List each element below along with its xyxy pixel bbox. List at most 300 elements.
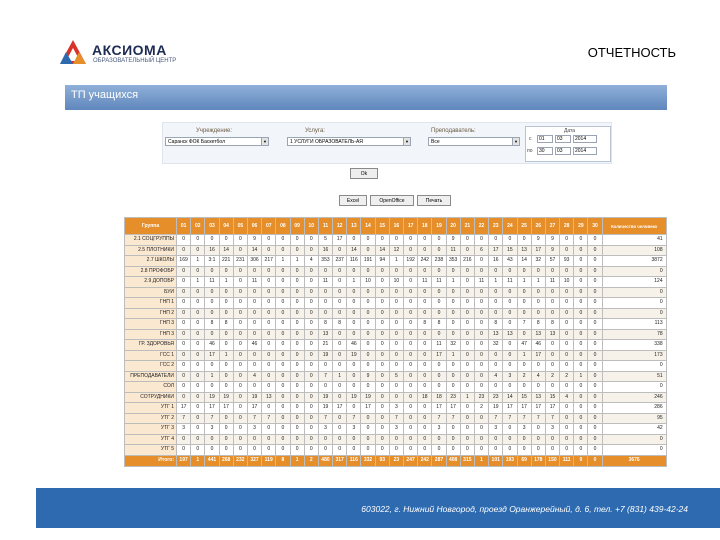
table-cell: 19 [318, 392, 332, 403]
row-total: 41 [602, 235, 666, 246]
column-header-day: 02 [191, 218, 205, 235]
table-cell: 0 [276, 350, 290, 361]
print-button[interactable]: Печать [417, 195, 451, 206]
table-cell: 0 [432, 361, 446, 372]
table-cell: 0 [574, 413, 588, 424]
table-cell: 0 [318, 445, 332, 456]
table-cell: 0 [177, 287, 191, 298]
table-cell: 17 [531, 350, 545, 361]
table-cell: 0 [361, 424, 375, 435]
table-cell: 0 [219, 434, 233, 445]
table-row [125, 361, 667, 372]
table-cell: 0 [247, 350, 261, 361]
table-cell: 0 [460, 319, 474, 330]
table-cell: 0 [474, 371, 488, 382]
table-cell: 0 [418, 382, 432, 393]
table-cell: 0 [191, 266, 205, 277]
table-cell: 19 [318, 350, 332, 361]
table-cell: 0 [233, 424, 247, 435]
totals-cell: 268 [219, 455, 233, 466]
window-title: ТП учащихся [65, 85, 667, 110]
table-cell: 0 [517, 361, 531, 372]
table-cell: 0 [375, 434, 389, 445]
table-cell: 0 [290, 371, 304, 382]
table-cell: 57 [545, 256, 559, 267]
table-row [125, 424, 667, 435]
table-cell: 0 [304, 413, 318, 424]
table-cell: 0 [304, 287, 318, 298]
table-cell: 23 [446, 392, 460, 403]
row-group-name: УТГ 3 [125, 424, 177, 435]
to-month-input[interactable]: 03 [555, 147, 571, 155]
institution-select[interactable] [165, 137, 269, 146]
table-cell: 0 [233, 350, 247, 361]
table-cell: 13 [531, 329, 545, 340]
table-cell: 17 [361, 403, 375, 414]
column-header-day: 27 [545, 218, 559, 235]
table-cell: 8 [489, 319, 503, 330]
period-label: Дата [564, 128, 576, 134]
table-cell: 0 [517, 329, 531, 340]
row-group-name: 2.1 СОЦГРУППЫ [125, 235, 177, 246]
table-cell: 0 [446, 319, 460, 330]
table-cell: 0 [404, 424, 418, 435]
table-cell: 0 [233, 392, 247, 403]
table-cell: 0 [318, 434, 332, 445]
table-cell: 0 [418, 361, 432, 372]
column-header-day: 17 [404, 218, 418, 235]
table-cell: 3 [247, 424, 261, 435]
totals-cell: 480 [318, 455, 332, 466]
table-cell: 17 [531, 245, 545, 256]
table-cell: 16 [205, 245, 219, 256]
table-cell: 0 [304, 245, 318, 256]
row-group-name: БУИ [125, 287, 177, 298]
table-cell: 0 [177, 340, 191, 351]
table-cell: 0 [574, 277, 588, 288]
column-header-day: 15 [375, 218, 389, 235]
table-row [125, 266, 667, 277]
table-cell: 0 [233, 298, 247, 309]
table-cell: 0 [233, 340, 247, 351]
table-cell: 10 [389, 277, 403, 288]
row-total: 338 [602, 340, 666, 351]
table-cell: 0 [290, 361, 304, 372]
table-cell: 216 [460, 256, 474, 267]
table-cell: 0 [276, 445, 290, 456]
table-cell: 0 [574, 266, 588, 277]
table-cell: 0 [262, 266, 276, 277]
totals-cell: 332 [361, 455, 375, 466]
logo-triangle-icon [58, 38, 88, 68]
table-cell: 17 [432, 350, 446, 361]
row-total: 51 [602, 371, 666, 382]
table-cell: 0 [531, 361, 545, 372]
to-year-input[interactable]: 2014 [573, 147, 597, 155]
table-cell: 0 [474, 434, 488, 445]
table-cell: 0 [531, 382, 545, 393]
table-cell: 7 [389, 413, 403, 424]
table-cell: 0 [489, 434, 503, 445]
table-cell: 0 [191, 382, 205, 393]
table-cell: 0 [233, 308, 247, 319]
table-cell: 0 [574, 445, 588, 456]
table-cell: 1 [219, 277, 233, 288]
table-cell: 0 [545, 434, 559, 445]
table-cell: 0 [375, 382, 389, 393]
table-cell: 0 [375, 235, 389, 246]
excel-button[interactable]: Excel [339, 195, 367, 206]
table-cell: 0 [375, 277, 389, 288]
table-cell: 0 [191, 245, 205, 256]
teacher-label: Преподаватель: [431, 128, 476, 134]
table-cell: 0 [233, 445, 247, 456]
table-cell: 0 [517, 308, 531, 319]
table-cell: 19 [361, 392, 375, 403]
table-cell: 1 [517, 350, 531, 361]
table-cell: 0 [290, 319, 304, 330]
row-group-name: УТГ 4 [125, 434, 177, 445]
table-cell: 0 [404, 319, 418, 330]
table-cell: 0 [247, 329, 261, 340]
table-cell: 0 [262, 403, 276, 414]
table-cell: 0 [276, 413, 290, 424]
table-cell: 0 [177, 350, 191, 361]
from-month-input[interactable]: 03 [555, 135, 571, 143]
table-cell: 0 [361, 413, 375, 424]
table-cell: 0 [205, 298, 219, 309]
table-cell: 0 [446, 298, 460, 309]
table-cell: 0 [460, 382, 474, 393]
table-cell: 3:1 [205, 256, 219, 267]
table-cell: 0 [333, 382, 347, 393]
table-cell: 1 [489, 277, 503, 288]
table-cell: 0 [276, 245, 290, 256]
table-cell: 17 [517, 403, 531, 414]
table-cell: 19 [347, 350, 361, 361]
table-cell: 0 [404, 287, 418, 298]
table-cell: 0 [290, 403, 304, 414]
table-cell: 0 [205, 382, 219, 393]
table-cell: 0 [304, 382, 318, 393]
table-cell: 0 [347, 403, 361, 414]
table-cell: 0 [389, 298, 403, 309]
table-cell: 0 [432, 434, 446, 445]
table-cell: 23 [474, 392, 488, 403]
table-cell: 0 [361, 287, 375, 298]
table-cell: 15 [545, 392, 559, 403]
table-cell: 0 [247, 361, 261, 372]
table-cell: 8 [333, 319, 347, 330]
table-cell: 1 [333, 371, 347, 382]
table-cell: 0 [560, 235, 574, 246]
table-cell: 0 [361, 308, 375, 319]
table-cell: 0 [574, 298, 588, 309]
table-cell: 0 [545, 361, 559, 372]
table-cell: 0 [304, 235, 318, 246]
table-cell: 0 [460, 277, 474, 288]
table-cell: 0 [205, 361, 219, 372]
table-cell: 0 [347, 445, 361, 456]
table-cell: 0 [545, 350, 559, 361]
from-day-input[interactable]: 01 [537, 135, 553, 143]
table-cell: 3 [347, 424, 361, 435]
table-cell: 0 [404, 235, 418, 246]
table-row [125, 277, 667, 288]
table-cell: 0 [233, 277, 247, 288]
table-cell: 0 [404, 340, 418, 351]
totals-cell: 9 [574, 455, 588, 466]
table-cell: 0 [489, 361, 503, 372]
table-cell: 353 [446, 256, 460, 267]
table-cell: 0 [347, 298, 361, 309]
table-cell: 7 [432, 413, 446, 424]
table-cell: 0 [191, 340, 205, 351]
table-cell: 0 [290, 434, 304, 445]
table-cell: 0 [347, 361, 361, 372]
table-cell: 0 [389, 287, 403, 298]
table-cell: 0 [404, 266, 418, 277]
table-cell: 0 [219, 298, 233, 309]
table-cell: 0 [233, 382, 247, 393]
table-cell: 0 [177, 382, 191, 393]
table-cell: 0 [318, 266, 332, 277]
table-cell: 0 [333, 266, 347, 277]
table-cell: 17 [545, 403, 559, 414]
table-cell: 0 [418, 403, 432, 414]
table-cell: 17 [205, 403, 219, 414]
table-cell: 353 [318, 256, 332, 267]
table-cell: 4 [247, 371, 261, 382]
table-cell: 0 [219, 329, 233, 340]
table-cell: 0 [404, 245, 418, 256]
table-cell: 18 [432, 392, 446, 403]
table-cell: 0 [318, 287, 332, 298]
table-cell: 3 [517, 424, 531, 435]
table-cell: 1 [446, 277, 460, 288]
table-cell: 46 [531, 340, 545, 351]
table-cell: 0 [361, 361, 375, 372]
table-cell: 5 [389, 371, 403, 382]
table-cell: 0 [574, 361, 588, 372]
row-total: 246 [602, 392, 666, 403]
table-cell: 0 [177, 445, 191, 456]
table-cell: 0 [347, 308, 361, 319]
table-cell: 7 [318, 371, 332, 382]
table-cell: 8 [418, 319, 432, 330]
table-cell: 0 [588, 245, 602, 256]
table-cell: 0 [531, 424, 545, 435]
table-cell: 0 [262, 235, 276, 246]
table-cell: 0 [574, 350, 588, 361]
row-total: 0 [602, 382, 666, 393]
table-cell: 0 [418, 413, 432, 424]
to-label: по [527, 148, 533, 154]
table-cell: 0 [262, 329, 276, 340]
table-cell: 0 [304, 434, 318, 445]
row-group-name: ГНП 1 [125, 298, 177, 309]
row-group-name: УТГ 2 [125, 413, 177, 424]
table-cell: 0 [233, 287, 247, 298]
row-total: 124 [602, 277, 666, 288]
table-cell: 0 [574, 403, 588, 414]
table-cell: 0 [418, 329, 432, 340]
table-cell: 231 [233, 256, 247, 267]
table-cell: 0 [446, 329, 460, 340]
table-cell: 6 [474, 245, 488, 256]
totals-cell: 1 [474, 455, 488, 466]
table-cell: 0 [588, 445, 602, 456]
table-cell: 7 [517, 413, 531, 424]
table-cell: 0 [588, 329, 602, 340]
table-cell: 0 [474, 350, 488, 361]
service-select[interactable] [287, 137, 411, 146]
openoffice-button[interactable]: OpenOffice [370, 195, 414, 206]
table-cell: 0 [560, 424, 574, 435]
table-cell: 4 [531, 371, 545, 382]
table-cell: 0 [304, 277, 318, 288]
table-cell: 0 [205, 445, 219, 456]
table-cell: 3 [545, 424, 559, 435]
table-cell: 0 [588, 392, 602, 403]
table-cell: 11 [446, 245, 460, 256]
table-cell: 0 [347, 434, 361, 445]
table-cell: 0 [574, 319, 588, 330]
from-year-input[interactable]: 2014 [573, 135, 597, 143]
table-row [125, 392, 667, 403]
table-cell: 0 [333, 392, 347, 403]
table-cell: 0 [304, 371, 318, 382]
table-cell: 0 [375, 392, 389, 403]
table-cell: 0 [404, 403, 418, 414]
row-total: 0 [602, 266, 666, 277]
table-cell: 0 [375, 371, 389, 382]
column-header-day: 23 [489, 218, 503, 235]
table-cell: 0 [531, 287, 545, 298]
filter-panel [162, 122, 612, 164]
table-cell: 0 [560, 403, 574, 414]
table-cell: 0 [474, 319, 488, 330]
table-cell: 0 [262, 371, 276, 382]
teacher-value: Все [431, 139, 440, 145]
table-cell: 0 [276, 424, 290, 435]
table-cell: 217 [262, 256, 276, 267]
table-cell: 2 [560, 371, 574, 382]
table-cell: 0 [262, 319, 276, 330]
table-cell: 0 [304, 350, 318, 361]
table-cell: 0 [219, 340, 233, 351]
table-cell: 0 [460, 371, 474, 382]
totals-cell: 408 [446, 455, 460, 466]
table-cell: 0 [560, 382, 574, 393]
table-cell: 0 [347, 319, 361, 330]
table-cell: 0 [517, 434, 531, 445]
table-cell: 0 [560, 329, 574, 340]
table-cell: 8 [318, 319, 332, 330]
row-total: 42 [602, 424, 666, 435]
table-cell: 0 [191, 445, 205, 456]
table-cell: 9 [545, 245, 559, 256]
to-day-input[interactable]: 30 [537, 147, 553, 155]
table-cell: 0 [375, 413, 389, 424]
column-header-day: 09 [290, 218, 304, 235]
totals-cell: 2 [304, 455, 318, 466]
row-total: 173 [602, 350, 666, 361]
table-cell: 2 [545, 371, 559, 382]
row-total: 0 [602, 298, 666, 309]
row-group-name: 2.5 ПЛОТНИКИ [125, 245, 177, 256]
table-cell: 0 [418, 266, 432, 277]
table-cell: 0 [276, 287, 290, 298]
totals-cell: 1 [290, 455, 304, 466]
table-cell: 0 [432, 298, 446, 309]
table-cell: 32 [489, 340, 503, 351]
column-header-total: Количество человеко [602, 218, 666, 235]
table-cell: 0 [205, 287, 219, 298]
column-header-day: 19 [432, 218, 446, 235]
table-cell: 17 [432, 403, 446, 414]
table-cell: 14 [375, 245, 389, 256]
table-cell: 0 [177, 266, 191, 277]
table-cell: 0 [517, 298, 531, 309]
table-cell: 0 [191, 308, 205, 319]
table-cell: 0 [347, 235, 361, 246]
table-cell: 0 [560, 308, 574, 319]
table-cell: 0 [404, 350, 418, 361]
table-cell: 0 [262, 350, 276, 361]
chevron-down-icon: ▼ [261, 138, 268, 145]
table-row [125, 298, 667, 309]
table-cell: 0 [191, 235, 205, 246]
table-cell: 0 [560, 361, 574, 372]
row-group-name: ГНП 3 [125, 319, 177, 330]
column-header-day: 22 [474, 218, 488, 235]
table-cell: 0 [418, 445, 432, 456]
table-cell: 0 [191, 350, 205, 361]
table-cell: 0 [361, 298, 375, 309]
table-cell: 0 [574, 235, 588, 246]
ok-button[interactable]: Ok [350, 168, 378, 179]
table-cell: 0 [233, 319, 247, 330]
table-cell: 0 [290, 340, 304, 351]
table-cell: 0 [432, 308, 446, 319]
table-row [125, 350, 667, 361]
teacher-select[interactable] [428, 137, 520, 146]
column-header-day: 29 [574, 218, 588, 235]
institution-value: Саранск ФОК Баскетбол [168, 139, 226, 145]
table-cell: 0 [219, 287, 233, 298]
table-row [125, 403, 667, 414]
row-group-name: ГСС 2 [125, 361, 177, 372]
table-cell: 0 [404, 329, 418, 340]
table-cell: 0 [389, 445, 403, 456]
table-cell: 0 [489, 382, 503, 393]
table-cell: 0 [347, 266, 361, 277]
table-cell: 0 [219, 382, 233, 393]
column-header-day: 26 [531, 218, 545, 235]
chevron-down-icon: ▼ [403, 138, 410, 145]
table-cell: 0 [574, 340, 588, 351]
table-cell: 32 [446, 340, 460, 351]
table-cell: 0 [503, 434, 517, 445]
table-cell: 0 [574, 256, 588, 267]
table-cell: 0 [389, 235, 403, 246]
table-cell: 15 [517, 392, 531, 403]
table-cell: 23 [489, 392, 503, 403]
table-cell: 0 [588, 266, 602, 277]
report-table [124, 217, 667, 467]
table-cell: 0 [333, 298, 347, 309]
